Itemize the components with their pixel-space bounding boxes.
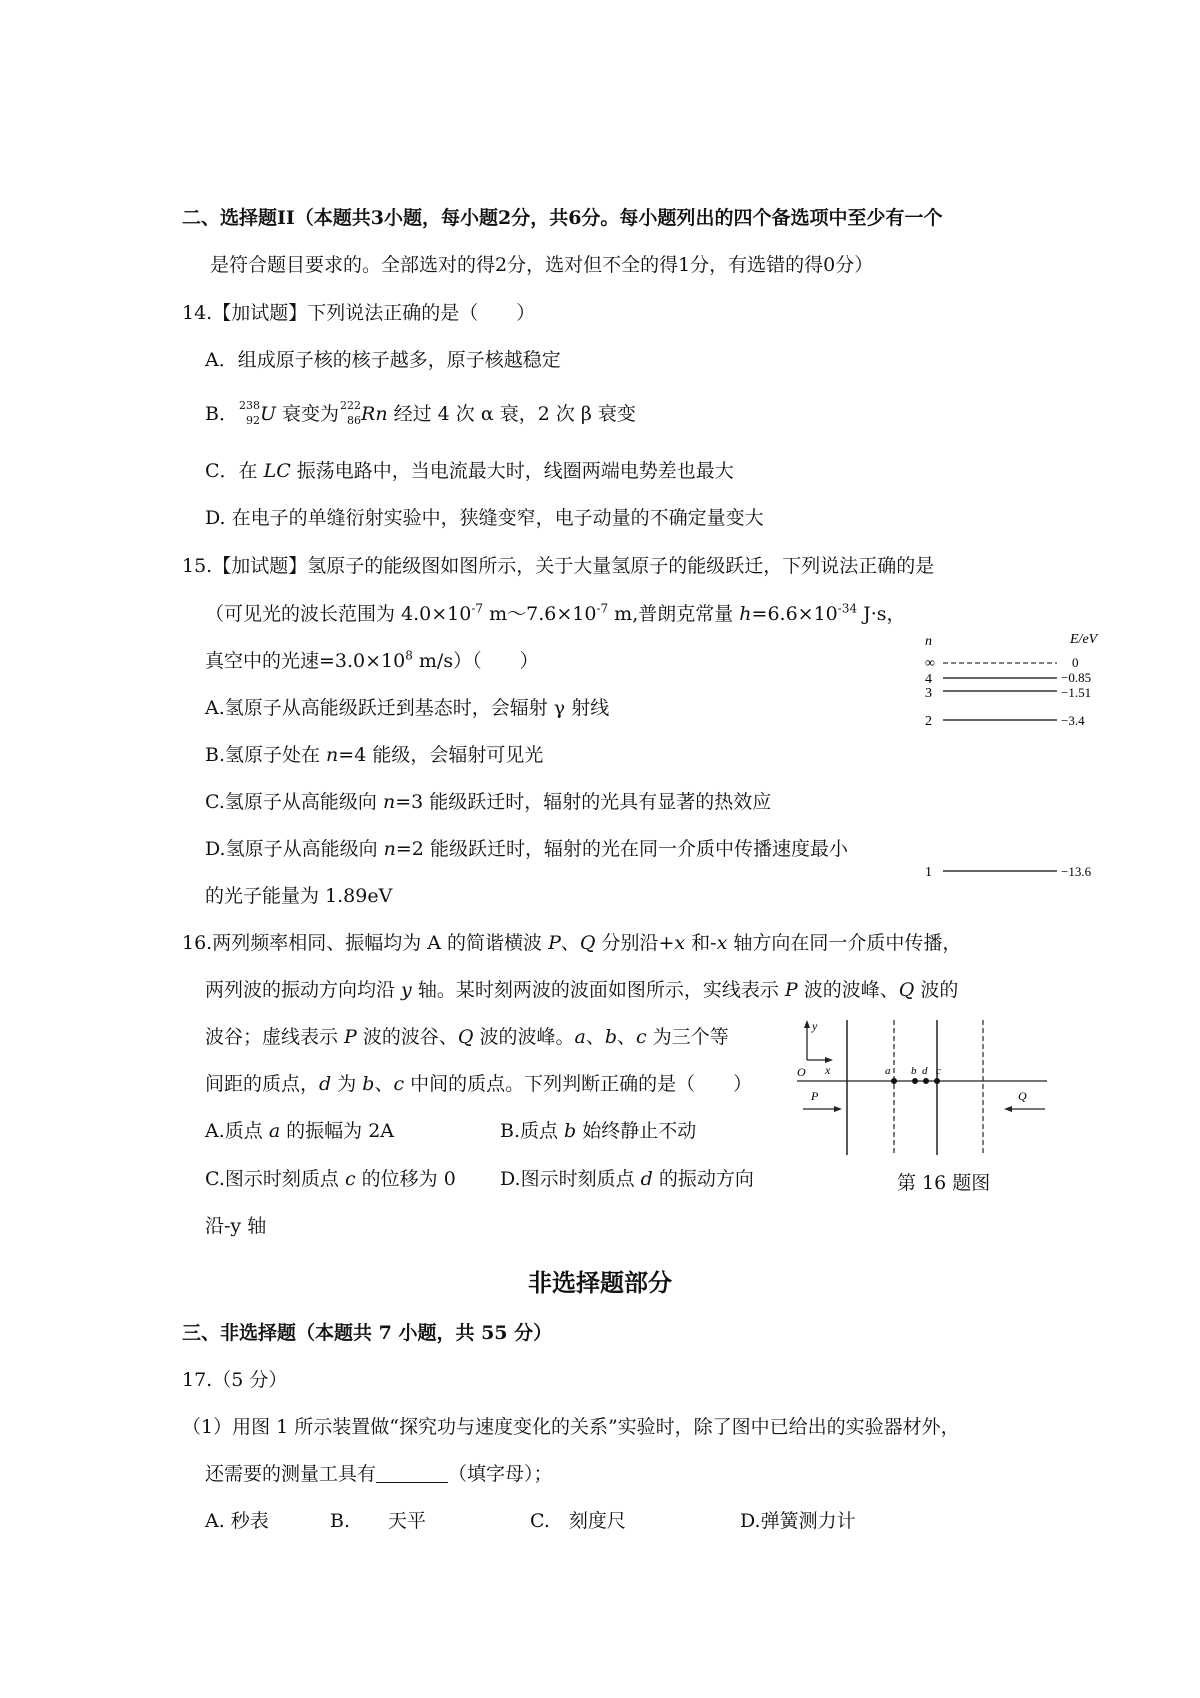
- svg-text:P: P: [811, 1089, 819, 1103]
- svg-text:c: c: [936, 1065, 941, 1077]
- q16-option-a: A.质点 a 的振幅为 2A: [205, 1120, 395, 1142]
- q16-stem-line2: 两列波的振动方向均沿 y 轴。某时刻两波的波面如图所示，实线表示 P 波的波峰、Q 波的: [205, 979, 959, 1001]
- energy-diagram-n-label: n: [925, 634, 932, 649]
- energy-diagram-e-label: E/eV: [1070, 632, 1098, 647]
- level-label-4: 4: [925, 672, 932, 687]
- level-energy-inf: 0: [1072, 655, 1079, 670]
- q14-option-d: D. 在电子的单缝衍射实验中，狭缝变窄，电子动量的不确定量变大: [205, 507, 764, 529]
- level-energy-4: −0.85: [1061, 670, 1092, 685]
- q17-option-a: A. 秒表: [205, 1510, 269, 1532]
- section3-heading: 三、非选择题（本题共 7 小题，共 55 分）: [182, 1322, 553, 1344]
- svg-text:y: y: [812, 1019, 818, 1033]
- q16-option-d-cont: 沿-y 轴: [205, 1215, 267, 1237]
- nuclide-u: 238 92: [238, 399, 260, 427]
- svg-text:Q: Q: [1018, 1089, 1027, 1103]
- svg-text:b: b: [911, 1065, 917, 1077]
- particle-b: [912, 1078, 918, 1084]
- svg-text:a: a: [885, 1065, 891, 1077]
- q17-part1: （1）用图 1 所示装置做“探究功与速度变化的关系”实验时，除了图中已给出的实验器材外，: [182, 1416, 960, 1438]
- nuclide-rn: 222 86: [340, 399, 362, 427]
- q17-part1-cont: 还需要的测量工具有 （填字母）；: [205, 1463, 553, 1485]
- svg-text:x: x: [825, 1063, 831, 1077]
- q17-option-b: B. 天平: [330, 1510, 427, 1532]
- q15-option-d: D.氢原子从高能级向 n=2 能级跃迁时，辐射的光在同一介质中传播速度最小: [205, 838, 848, 860]
- q15-option-c: C.氢原子从高能级向 n=3 能级跃迁时，辐射的光具有显著的热效应: [205, 791, 772, 813]
- q15-option-d-cont: 的光子能量为 1.89eV: [205, 885, 393, 907]
- q16-stem-line3: 波谷；虚线表示 P 波的波谷、Q 波的波峰。a、b、c 为三个等: [205, 1026, 729, 1048]
- level-label-inf: ∞: [925, 656, 935, 671]
- svg-text:d: d: [922, 1065, 928, 1077]
- q15-option-a: A.氢原子从高能级跃迁到基态时，会辐射 γ 射线: [205, 697, 610, 719]
- q17-option-d: D.弹簧测力计: [740, 1510, 856, 1532]
- particle-d: [923, 1078, 929, 1084]
- q16-option-d: D.图示时刻质点 d 的振动方向: [500, 1168, 754, 1190]
- wave-figure: [797, 1010, 1059, 1162]
- particle-c: [934, 1078, 940, 1084]
- level-energy-3b: −1.51: [1061, 685, 1092, 700]
- answer-blank: [376, 1464, 448, 1483]
- q16-option-b: B.质点 b 始终静止不动: [500, 1120, 697, 1142]
- level-energy-1: −13.6: [1061, 864, 1092, 879]
- q15-option-b: B.氢原子处在 n=4 能级，会辐射可见光: [205, 744, 544, 766]
- q17-stem: 17.（5 分）: [182, 1369, 288, 1391]
- part2-title: 非选择题部分: [528, 1269, 672, 1297]
- q15-stem-line2: （可见光的波长范围为 $4.0\times 10^{-7}$ $m\sim 7.6\times 10^{-7}$ m,普朗克常量 $h=6.6\times 10^{-34}$ J·s，: [205, 601, 906, 625]
- svg-text:O: O: [797, 1065, 806, 1079]
- section2-heading: 二、选择题II（本题共3小题，每小题2分，共6分。每小题列出的四个备选项中至少有一个: [182, 207, 943, 229]
- q16-stem-line1: 16.两列频率相同、振幅均为 A 的简谐横波 P、Q 分别沿+x 和-x 轴方向在同一介质中传播，: [182, 932, 962, 954]
- q14-option-a: A．组成原子核的核子越多，原子核越稳定: [205, 349, 561, 371]
- q15-stem: 15.【加试题】氢原子的能级图如图所示，关于大量氢原子的能级跃迁，下列说法正确的是: [182, 555, 935, 577]
- section2-heading-cont: 是符合题目要求的。全部选对的得2分，选对但不全的得1分，有选错的得0分）: [210, 254, 874, 276]
- q16-option-c: C.图示时刻质点 c 的位移为 0: [205, 1168, 456, 1190]
- q14-stem: 14.【加试题】下列说法正确的是（ ）: [182, 302, 536, 324]
- particle-a: [891, 1078, 897, 1084]
- q14-option-b: B． 238 92 U 衰变为 222 86 Rn 经过 4 次 α 衰，2 次 β 衰变: [205, 399, 636, 427]
- q15-stem-line3: 真空中的光速$=3.0\times 10^8$ m/s）（ ）: [205, 648, 539, 672]
- level-label-1: 1: [925, 865, 932, 880]
- level-label-2: 2: [925, 714, 932, 729]
- figure-16-caption: 第 16 题图: [897, 1172, 991, 1194]
- level-energy-2: −3.4: [1061, 713, 1085, 728]
- q16-stem-line4: 间距的质点，d 为 b、c 中间的质点。下列判断正确的是（ ）: [205, 1073, 753, 1095]
- energy-level-diagram: [915, 625, 1115, 885]
- q17-option-c: C. 刻度尺: [530, 1510, 626, 1532]
- q14-option-c: C．在 LC 振荡电路中，当电流最大时，线圈两端电势差也最大: [205, 460, 734, 482]
- level-label-3: 3: [925, 686, 932, 701]
